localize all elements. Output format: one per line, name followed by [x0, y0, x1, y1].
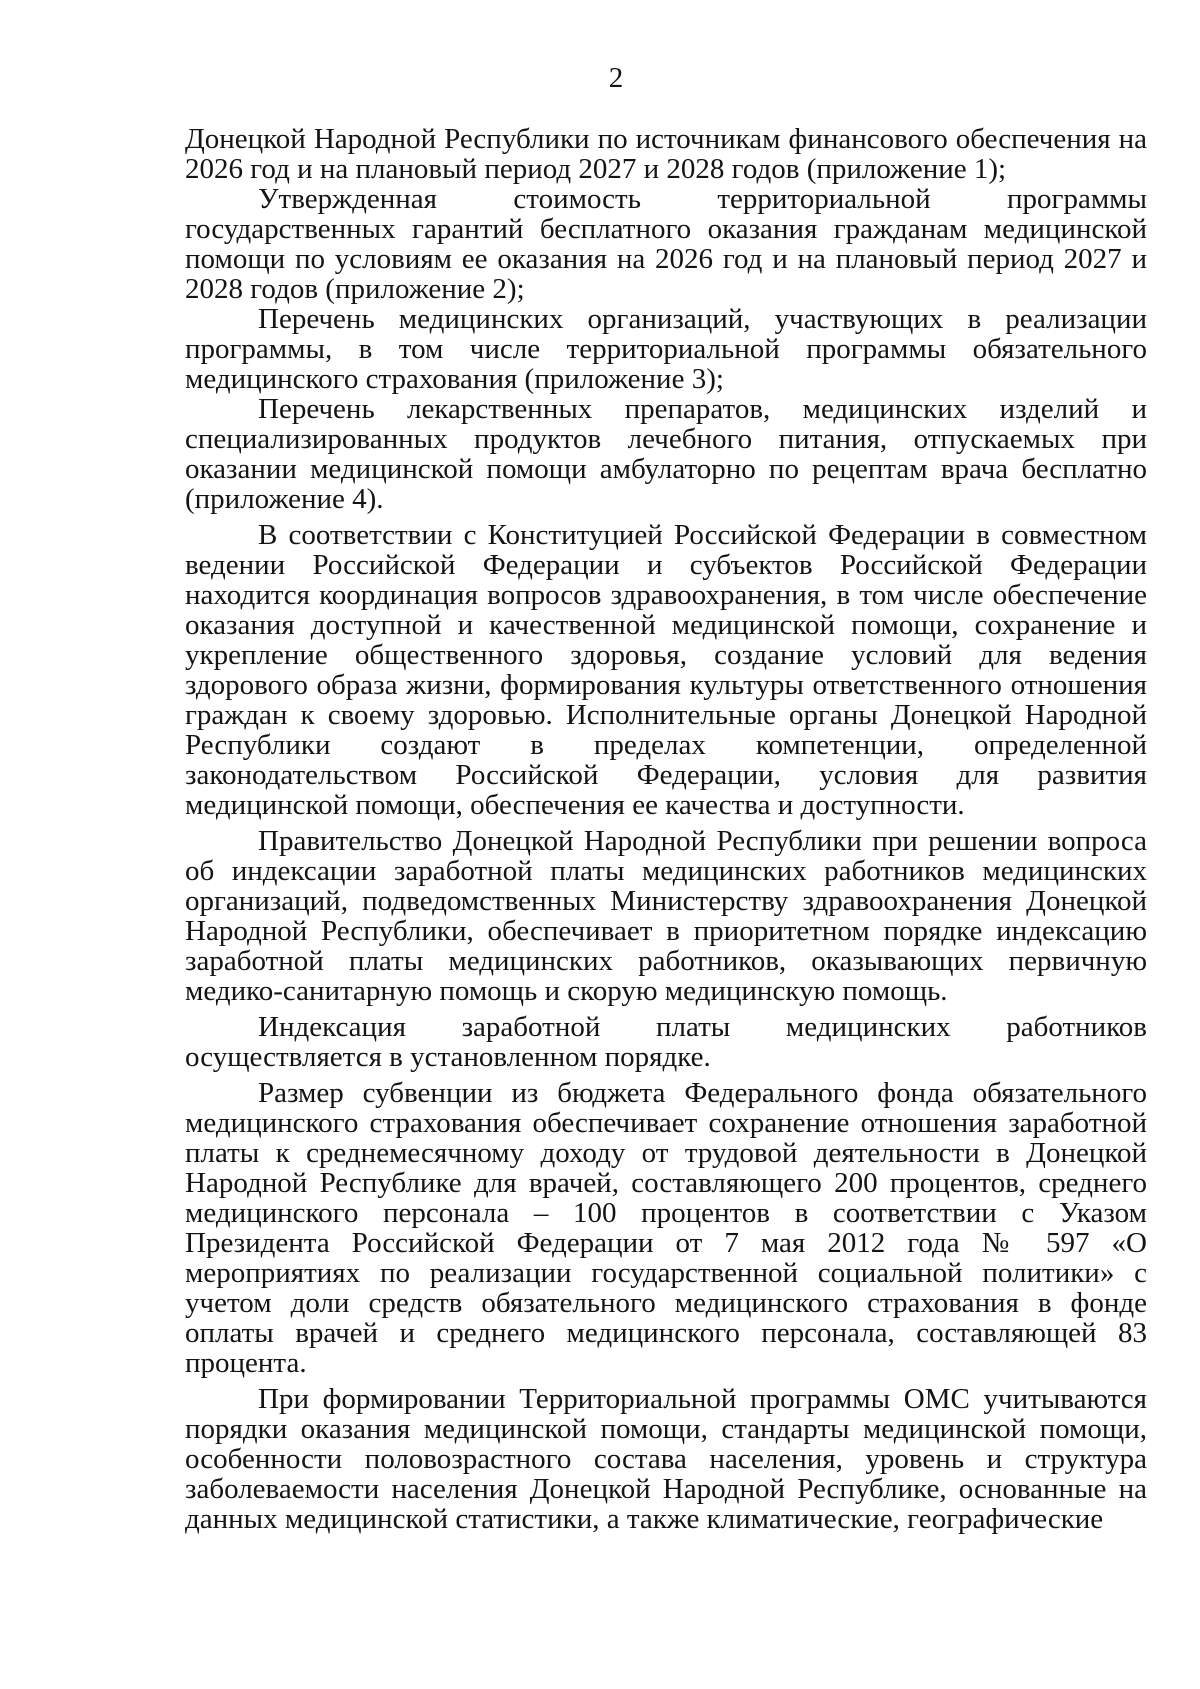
paragraph-appendix-4: Перечень лекарственных препаратов, медицинских изделий и специализированных продуктов лечебного питания, отпускаемых при оказании медицинской помощи амбулаторно по рецептам врача бесплатно (приложение 4). — [185, 393, 1147, 515]
paragraph-salary-indexation-government: Правительство Донецкой Народной Республики при решении вопроса об индексации заработной платы медицинских работников медицинских организаций, подведомственных Министерству здравоохранения Донецкой Народной Республики, обеспечивает в приоритетном порядке индексацию заработной платы медицинских работников, оказывающих первичную медико-санитарную помощь и скорую медицинскую помощь. — [185, 825, 1147, 1007]
paragraph-salary-indexation-order: Индексация заработной платы медицинских работников осуществляется в установленном порядке. — [185, 1011, 1147, 1073]
paragraph-appendix-2: Утвержденная стоимость территориальной программы государственных гарантий бесплатного оказания гражданам медицинской помощи по условиям ее оказания на 2026 год и на плановый период 2027 и 2028 годов (приложение 2); — [185, 183, 1147, 305]
paragraph-territorial-program-oms: При формировании Территориальной программы ОМС учитываются порядки оказания медицинской помощи, стандарты медицинской помощи, особенности половозрастного состава населения, уровень и структура заболеваемости населения Донецкой Народной Республике, основанные на данных медицинской статистики, а также климатические, географические — [185, 1383, 1147, 1535]
paragraph-constitution: В соответствии с Конституцией Российской Федерации в совместном ведении Российской Федерации и субъектов Российской Федерации находится координация вопросов здравоохранения, в том числе обеспечение оказания доступной и качественной медицинской помощи, сохранение и укрепление общественного здоровья, создание условий для ведения здорового образа жизни, формирования культуры ответственного отношения граждан к своему здоровью. Исполнительные органы Донецкой Народной Республики создают в пределах компетенции, определенной законодательством Российской Федерации, условия для развития медицинской помощи, обеспечения ее качества и доступности. — [185, 519, 1147, 821]
paragraph-appendix-1-continuation: Донецкой Народной Республики по источникам финансового обеспечения на 2026 год и на плановый период 2027 и 2028 годов (приложение 1); — [185, 123, 1147, 185]
paragraph-subvention-size: Размер субвенции из бюджета Федерального фонда обязательного медицинского страхования обеспечивает сохранение отношения заработной платы к среднемесячному доходу от трудовой деятельности в Донецкой Народной Республике для врачей, составляющего 200 процентов, среднего медицинского персонала – 100 процентов в соответствии с Указом Президента Российской Федерации от 7 мая 2012 года № 597 «О мероприятиях по реализации государственной социальной политики» с учетом доли средств обязательного медицинского страхования в фонде оплаты врачей и среднего медицинского персонала, составляющей 83 процента. — [185, 1077, 1147, 1379]
document-body — [185, 124, 1147, 1534]
paragraph-appendix-3: Перечень медицинских организаций, участвующих в реализации программы, в том числе территориальной программы обязательного медицинского страхования (приложение 3); — [185, 303, 1147, 395]
page-number: 2 — [608, 62, 624, 94]
